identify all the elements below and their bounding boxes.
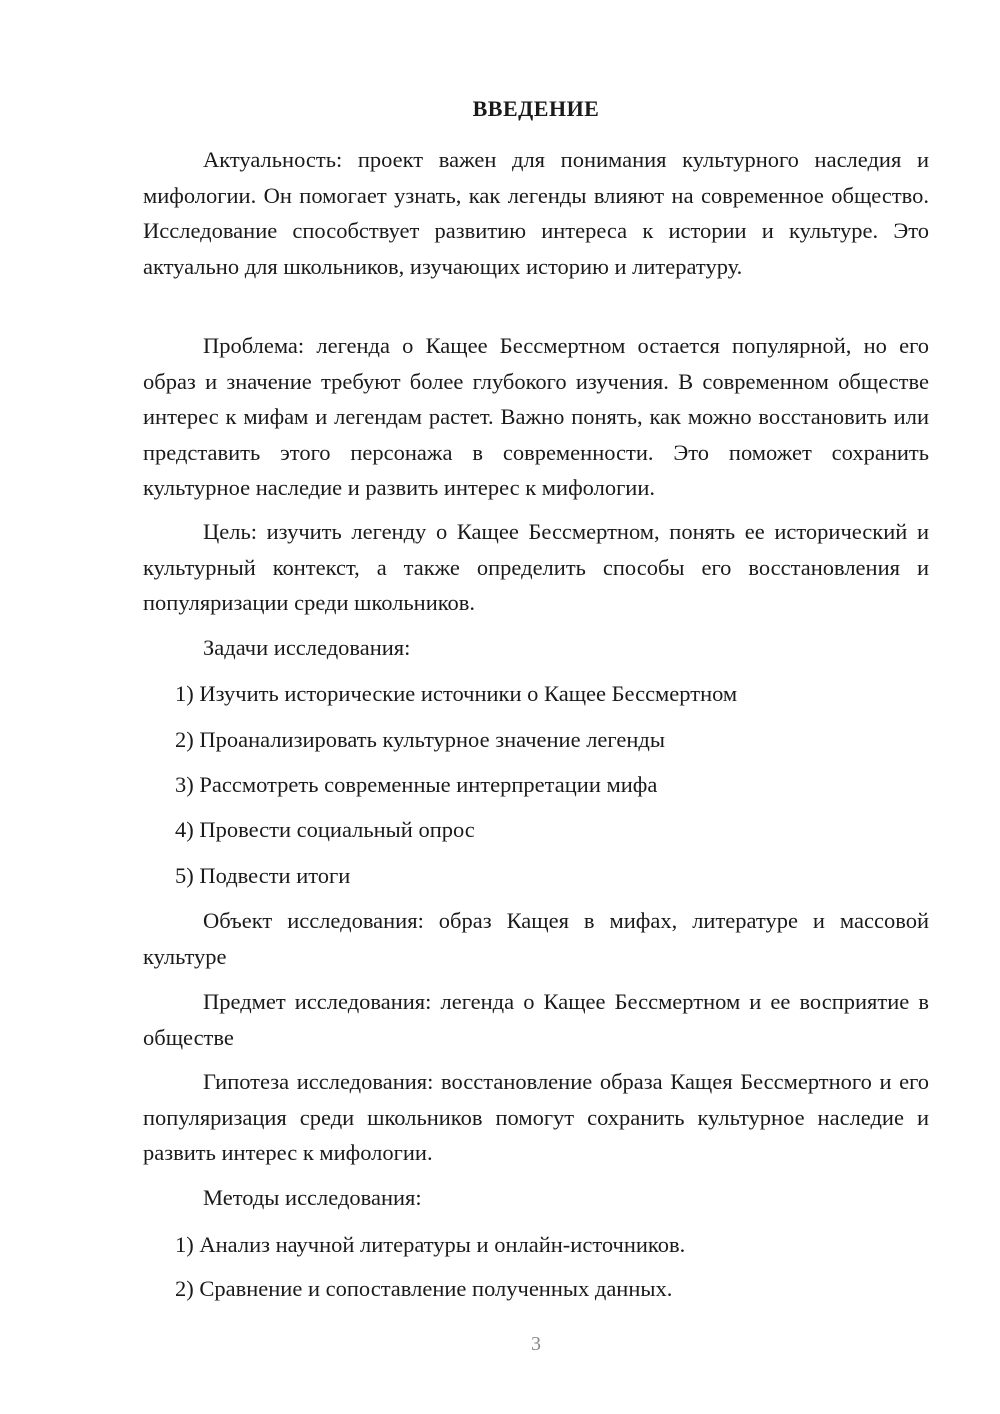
object-paragraph: Объект исследования: образ Кащея в мифах, литературе и массовой культуре bbox=[143, 908, 929, 969]
page-number: 3 bbox=[531, 1333, 541, 1355]
problem-paragraph: Проблема: легенда о Кащее Бессмертном остается популярной, но его образ и значение требуют более глубокого изучения. В современном обществе интерес к мифам и легендам растет. Важно понять, как можно восстановить или представить этого персонажа в современности. Это поможет сохранить культурное наследие и развить интерес к мифологии. bbox=[143, 333, 929, 500]
tasks-heading: Задачи исследования: bbox=[203, 635, 411, 660]
method-item-1: 1) Анализ научной литературы и онлайн-источников. bbox=[175, 1232, 686, 1257]
relevance-paragraph: Актуальность: проект важен для понимания культурного наследия и мифологии. Он помогает узнать, как легенды влияют на современное общество. Исследование способствует развитию интереса к истории и культуре. Это актуально для школьников, изучающих историю и литературу. bbox=[143, 147, 929, 279]
task-item-5: 5) Подвести итоги bbox=[175, 863, 351, 888]
methods-heading: Методы исследования: bbox=[203, 1185, 422, 1210]
hypothesis-paragraph: Гипотеза исследования: восстановление образа Кащея Бессмертного и его популяризация среди школьников помогут сохранить культурное наследие и развить интерес к мифологии. bbox=[143, 1069, 929, 1165]
method-item-2: 2) Сравнение и сопоставление полученных данных. bbox=[175, 1276, 673, 1301]
task-item-2: 2) Проанализировать культурное значение легенды bbox=[175, 727, 665, 752]
section-title: ВВЕДЕНИЕ bbox=[472, 96, 600, 121]
task-item-1: 1) Изучить исторические источники о Кащее Бессмертном bbox=[175, 681, 738, 706]
subject-paragraph: Предмет исследования: легенда о Кащее Бессмертном и ее восприятие в обществе bbox=[143, 989, 929, 1050]
task-item-3: 3) Рассмотреть современные интерпретации мифа bbox=[175, 772, 658, 797]
goal-paragraph: Цель: изучить легенду о Кащее Бессмертном, понять ее исторический и культурный контекст, а также определить способы его восстановления и популяризации среди школьников. bbox=[143, 519, 929, 615]
task-item-4: 4) Провести социальный опрос bbox=[175, 817, 475, 842]
